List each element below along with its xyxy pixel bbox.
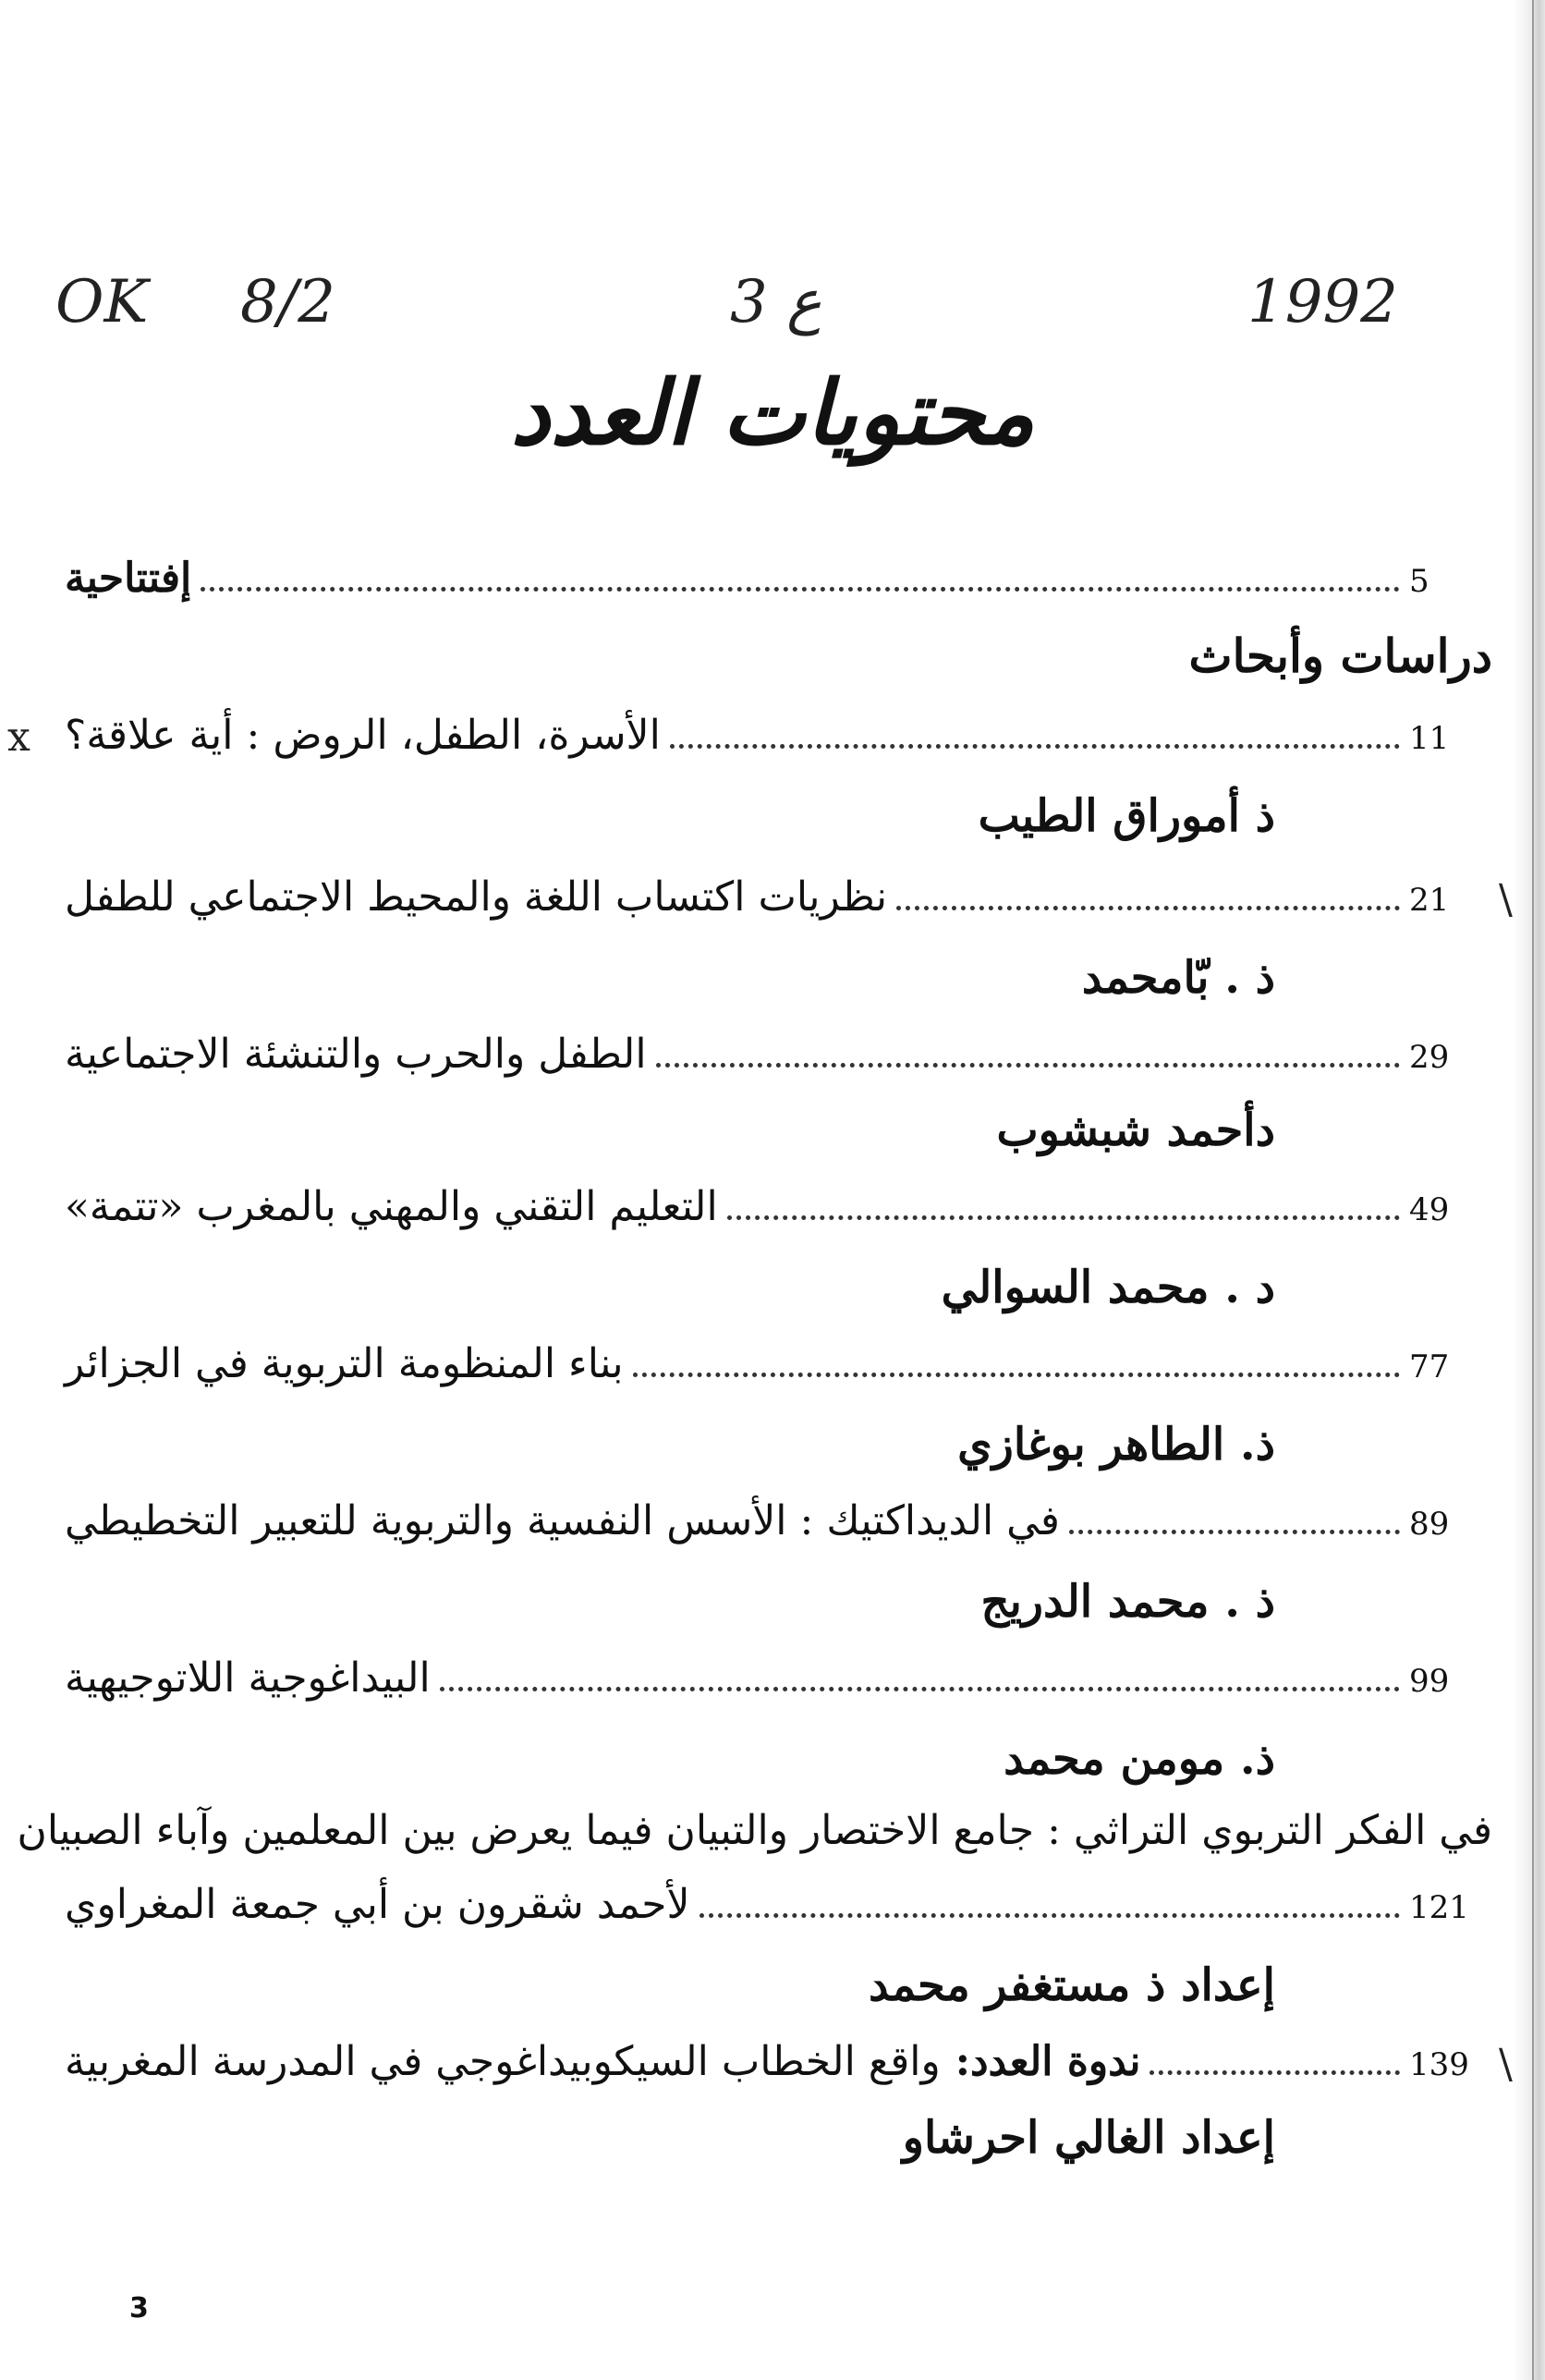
- handwritten-ok: OK: [55, 268, 149, 336]
- leader-dots: [670, 744, 1400, 749]
- leader-dots: [727, 1215, 1400, 1220]
- toc-page: 5: [1409, 563, 1429, 600]
- toc-row-symposium: [65, 2038, 1492, 2103]
- toc-long-title: في الفكر التربوي التراثي : جامع الاختصار والتبيان فيما يعرض بين المعلمين وآباء الصبيان: [17, 1807, 1492, 1854]
- toc-page: 139: [1409, 2046, 1469, 2083]
- toc-title: إفتتاحية: [65, 555, 192, 602]
- toc-title: البيداغوجية اللاتوجيهية: [65, 1654, 431, 1702]
- toc-row: [65, 1654, 1492, 1719]
- toc-page: 49: [1409, 1191, 1450, 1228]
- page-edge: [1514, 0, 1545, 2380]
- leader-dots: [896, 906, 1400, 910]
- toc-author: ذ. الطاهر بوغازي: [957, 1419, 1275, 1471]
- toc-title: لأحمد شقرون بن أبي جمعة المغراوي: [65, 1881, 690, 1928]
- toc-row: [65, 1183, 1492, 1248]
- page-number: 3: [129, 2292, 149, 2325]
- toc-title: التعليم التقني والمهني بالمغرب «تتمة»: [65, 1183, 718, 1230]
- toc-page: 99: [1409, 1663, 1450, 1700]
- toc-row: [65, 1031, 1492, 1095]
- toc-author: د . محمد السوالي: [941, 1262, 1275, 1313]
- toc-author: ذ . محمد الدريج: [980, 1576, 1275, 1628]
- toc-row: [65, 1340, 1492, 1405]
- toc-page: 77: [1409, 1349, 1450, 1385]
- toc-author: إعداد ذ مستغفر محمد: [869, 1959, 1275, 2011]
- toc-row: [65, 1497, 1492, 1562]
- section-heading: دراسات وأبحاث: [1188, 629, 1492, 683]
- toc-page: 29: [1409, 1039, 1450, 1076]
- toc-title: الطفل والحرب والتنشئة الاجتماعية: [65, 1031, 647, 1078]
- toc-page: 21: [1409, 882, 1450, 919]
- toc-row-opening: [65, 555, 1492, 619]
- toc-page: 121: [1409, 1889, 1469, 1926]
- handwritten-issue: ع 3: [730, 268, 822, 336]
- toc-row: [65, 873, 1492, 938]
- toc-page: 89: [1409, 1506, 1450, 1543]
- toc-author: ذ. مومن محمد: [1004, 1733, 1275, 1785]
- toc-author: ذ أموراق الطيب: [978, 790, 1275, 842]
- toc-title: بناء المنظومة التربوية في الجزائر: [65, 1340, 624, 1387]
- toc-title: في الديداكتيك : الأسس النفسية والتربوية للتعبير التخطيطي: [65, 1497, 1060, 1544]
- toc-author: دأحمد شبشوب: [996, 1105, 1275, 1156]
- toc-page: 11: [1409, 720, 1450, 757]
- handwritten-year: 1992: [1247, 268, 1398, 336]
- leader-dots: [201, 587, 1400, 592]
- leader-dots: [440, 1687, 1400, 1691]
- margin-slash-mark: \: [1499, 876, 1513, 923]
- symposium-label: ندوة العدد:: [955, 2038, 1141, 2085]
- handwritten-fraction: 8/2: [240, 268, 335, 336]
- margin-slash-mark: \: [1499, 2041, 1513, 2088]
- toc-title: الأسرة، الطفل، الروض : أية علاقة؟: [65, 712, 661, 759]
- page-edge-line: [1532, 0, 1534, 2380]
- leader-dots: [633, 1373, 1400, 1377]
- margin-cross-mark: x: [7, 714, 30, 761]
- leader-dots: [1150, 2070, 1400, 2075]
- toc-row: [65, 712, 1492, 776]
- toc-author: إعداد الغالي احرشاو: [902, 2112, 1275, 2164]
- symposium-title: واقع الخطاب السيكوبيداغوجي في المدرسة المغربية: [65, 2038, 941, 2085]
- toc-author: ذ . بّامحمد: [1081, 952, 1275, 1004]
- leader-dots: [656, 1063, 1400, 1068]
- toc-row: [65, 1881, 1492, 1946]
- toc-title: نظريات اكتساب اللغة والمحيط الاجتماعي للطفل: [65, 873, 888, 921]
- page-title: محتويات العدد: [510, 360, 1035, 465]
- leader-dots: [1069, 1530, 1400, 1534]
- leader-dots: [700, 1913, 1400, 1918]
- toc-title: [65, 2038, 1140, 2085]
